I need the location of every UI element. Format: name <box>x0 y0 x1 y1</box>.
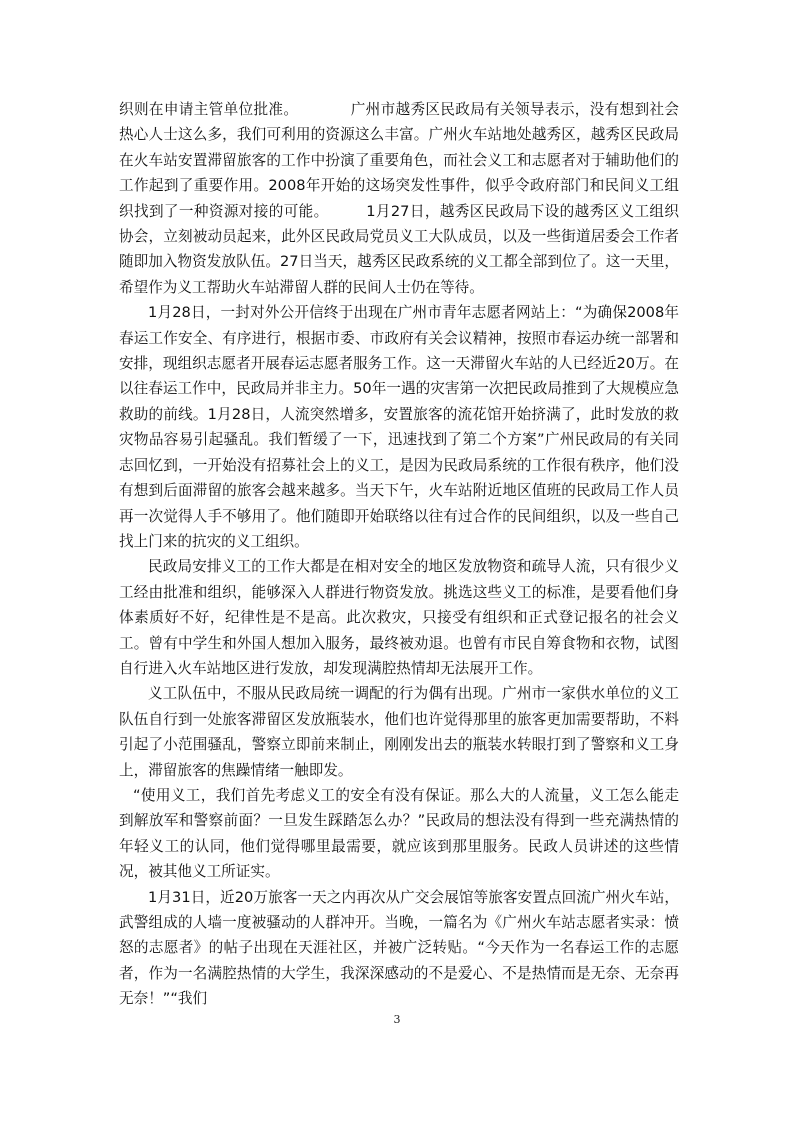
paragraph-5: “使用义工，我们首先考虑义工的安全有没有保证。那么大的人流量，义工怎么能走到解放军和警察前面？一旦发生踩踏怎么办？”民政局的想法没有得到一些充满热情的年轻义工的认同，他们觉得哪里最需要，就应该到那里服务。民政人员讲述的这些情况，被其他义工所证实。 <box>119 786 679 881</box>
paragraph-3: 民政局安排义工的工作大都是在相对安全的地区发放物资和疏导人流，只有很少义工经由批准和组织，能够深入人群进行物资发放。挑选这些义工的标准，是要看他们身体素质好不好，纪律性是不是高。此次救灾，只接受有组织和正式登记报名的社会义工。曾有中学生和外国人想加入服务，最终被劝退。也曾有市民自筹食物和衣物，试图自行进入火车站地区进行发放，却发现满腔热情却无法展开工作。 <box>119 558 679 677</box>
paragraph-2: 1月28日，一封对外公开信终于出现在广州市青年志愿者网站上：“为确保2008年春运工作安全、有序进行，根据市委、市政府有关会议精神，按照市春运办统一部署和安排，现组织志愿者开展春运志愿者服务工作。这一天滞留火车站的人已经近20万。在以往春运工作中，民政局并非主力。50年一遇的灾害第一次把民政局推到了大规模应急救助的前线。1月28日，人流突然增多，安置旅客的流花馆开始挤满了，此时发放的救灾物品容易引起骚乱。我们暂缓了一下，迅速找到了第二个方案”广州民政局的有关同志回忆到，一开始没有招募社会上的义工，是因为民政局系统的工作很有秩序，他们没有想到后面滞留的旅客会越来越多。当天下午，火车站附近地区值班的民政局工作人员再一次觉得人手不够用了。他们随即开始联络以往有过合作的民间组织，以及一些自己找上门来的抗灾的义工组织。 <box>119 304 679 550</box>
paragraph-1: 织则在申请主管单位批准。 广州市越秀区民政局有关领导表示，没有想到社会热心人士这么多，我们可利用的资源这么丰富。广州火车站地处越秀区，越秀区民政局在火车站安置滞留旅客的工作中扮演了重要角色，而社会义工和志愿者对于辅助他们的工作起到了重要作用。2008年开始的这场突发性事件，似乎令政府部门和民间义工组织找到了一种资源对接的可能。 1月27日，越秀区民政局下设的越秀区义工组织协会，立刻被动员起来，此外区民政局党员义工大队成员，以及一些街道居委会工作者随即加入物资发放队伍。27日当天，越秀区民政系统的义工都全部到位了。这一天里，希望作为义工帮助火车站滞留人群的民间人士仍在等待。 <box>119 101 679 296</box>
paragraph-6: 1月31日，近20万旅客一天之内再次从广交会展馆等旅客安置点回流广州火车站，武警组成的人墙一度被骚动的人群冲开。当晚，一篇名为《广州火车站志愿者实录：愤怒的志愿者》的帖子出现在天涯社区，并被广泛转贴。“今天作为一名春运工作的志愿者，作为一名满腔热情的大学生，我深深感动的不是爱心、不是热情而是无奈、无奈再无奈！”“我们 <box>119 888 679 1008</box>
page-number: 3 <box>393 1013 401 1026</box>
paragraph-4: 义工队伍中，不服从民政局统一调配的行为偶有出现。广州市一家供水单位的义工队伍自行到一处旅客滞留区发放瓶装水，他们也许觉得那里的旅客更加需要帮助，不料引起了小范围骚乱，警察立即前来制止，刚刚发出去的瓶装水转眼打到了警察和义工身上，滞留旅客的焦躁情绪一触即发。 <box>119 685 679 779</box>
document-body <box>119 97 679 1012</box>
